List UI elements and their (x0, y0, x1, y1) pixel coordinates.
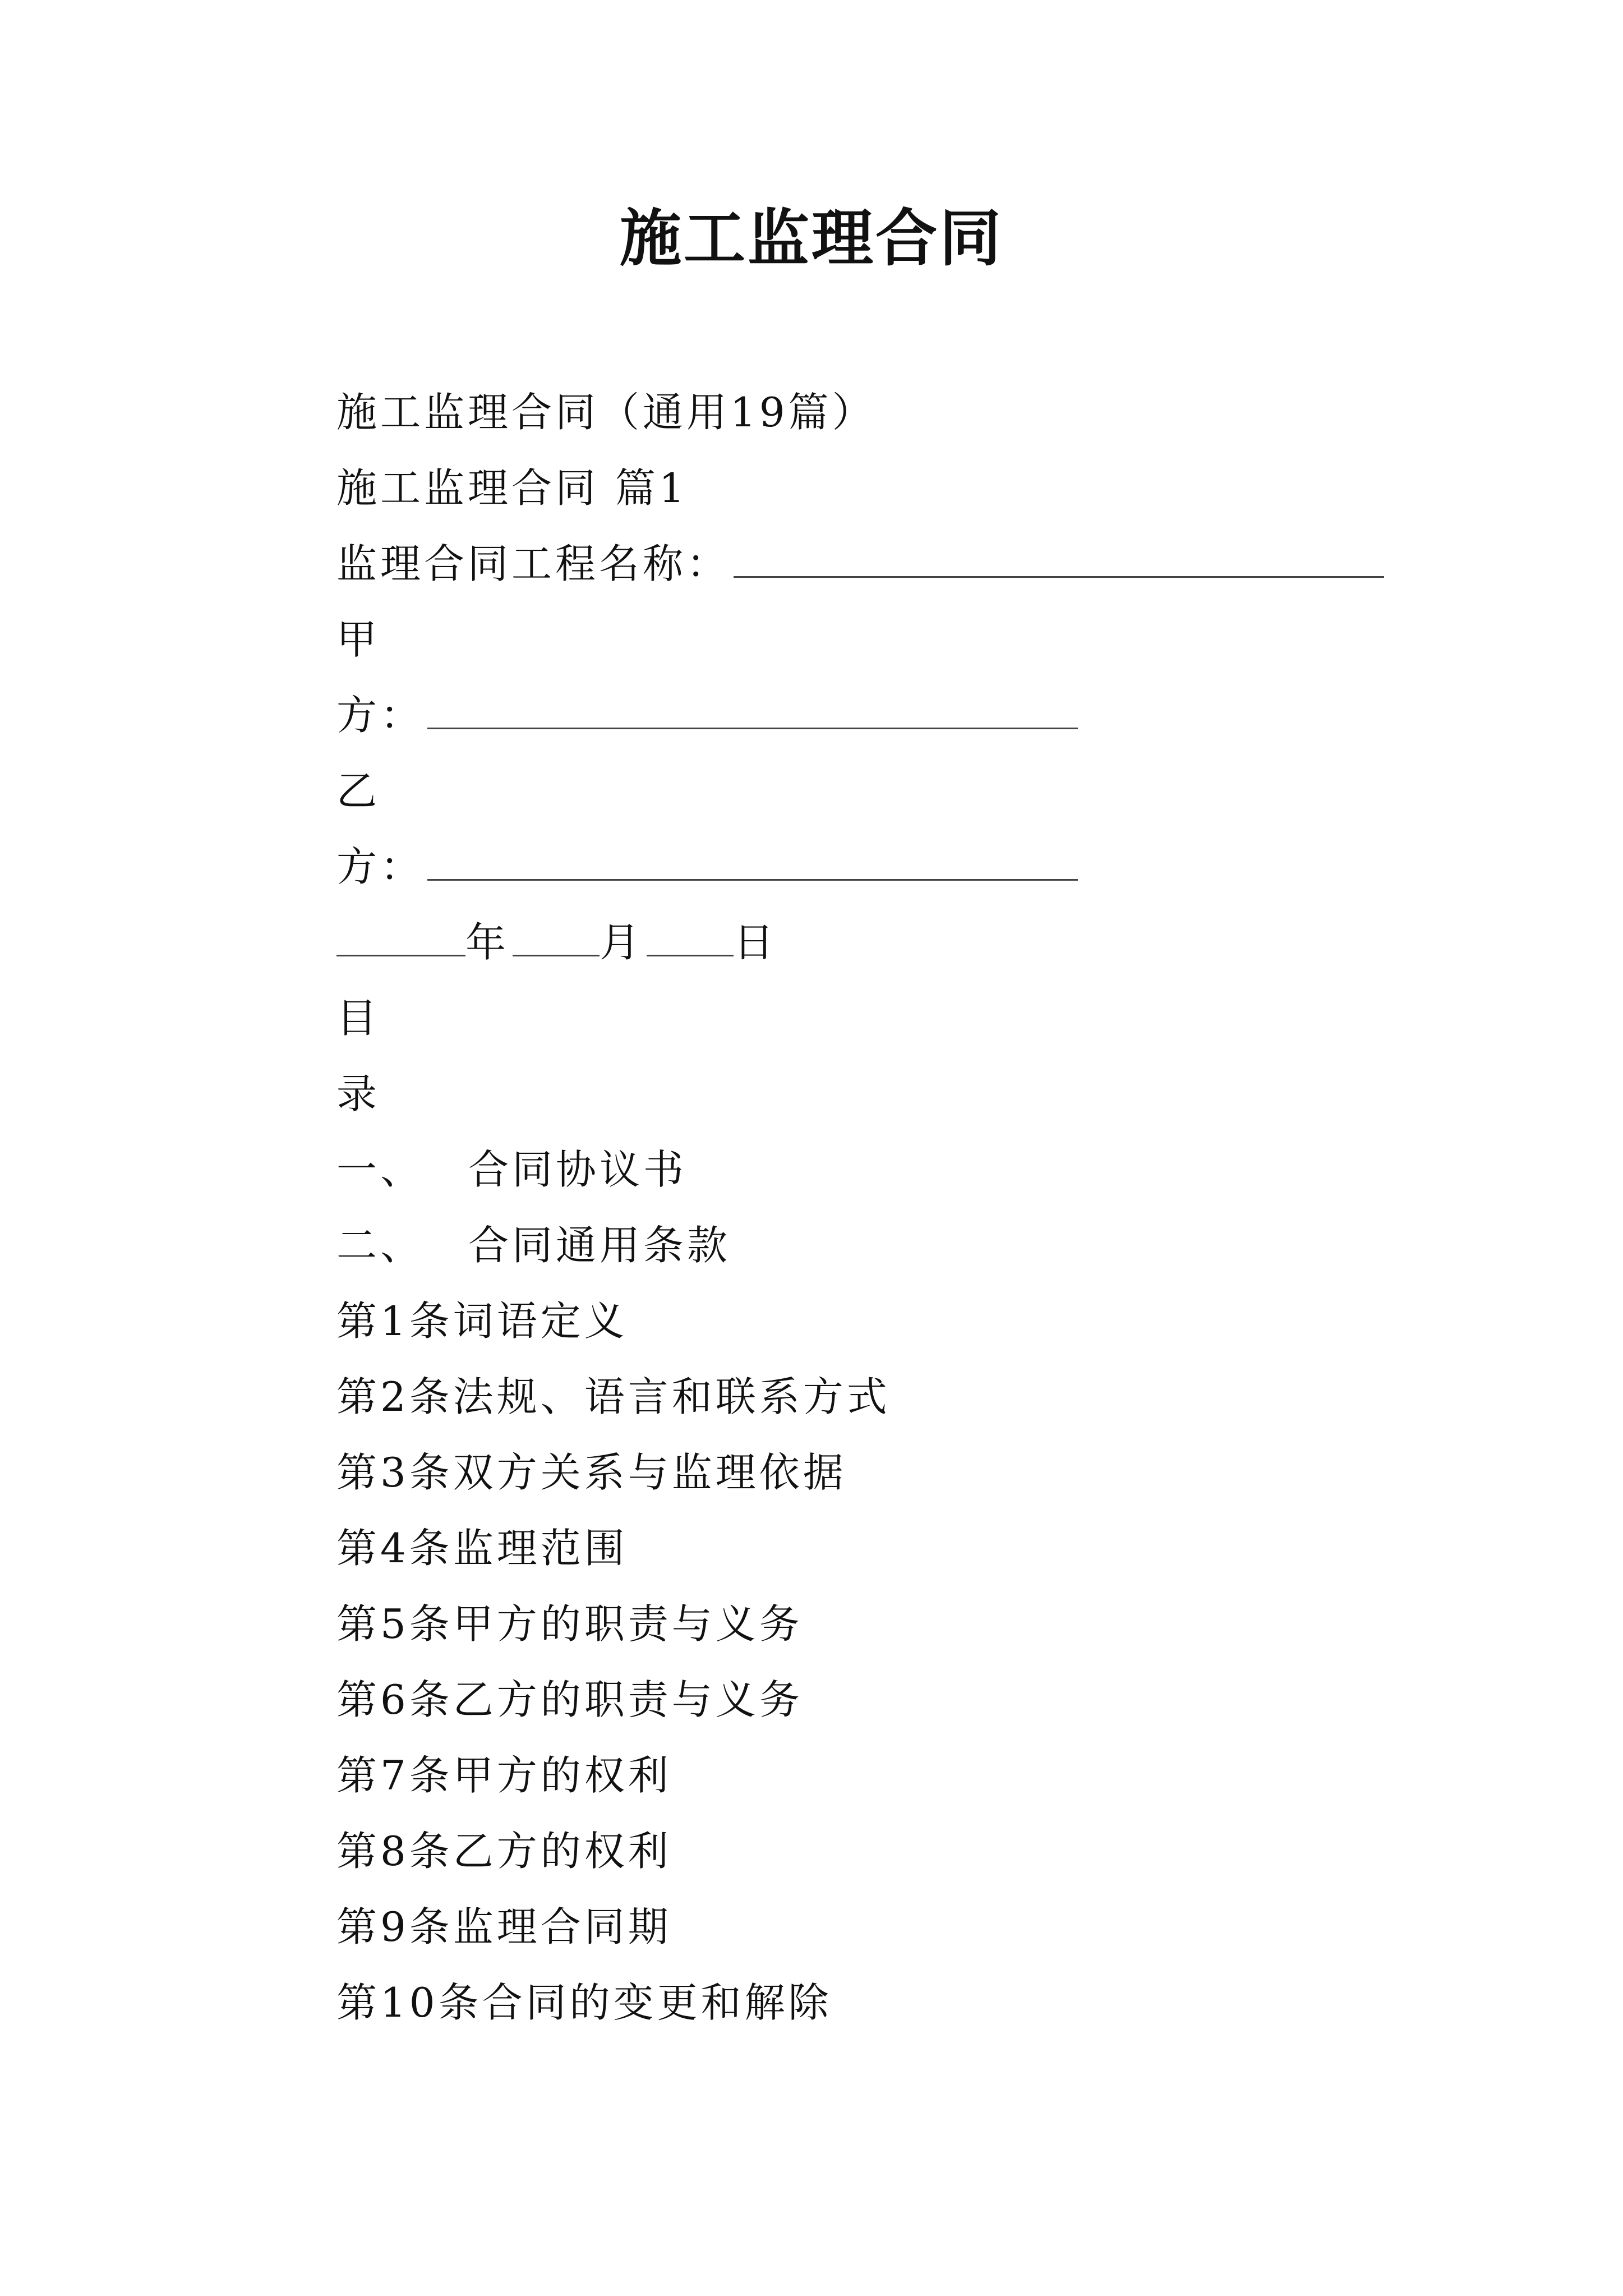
toc-heading-char-1: 目 (336, 995, 381, 1042)
toc-heading-char-2: 录 (336, 1070, 381, 1117)
toc-article-7: 第7条甲方的权利 (336, 1752, 672, 1799)
toc-article-2: 第2条法规、语言和联系方式 (336, 1373, 891, 1420)
page-title: 施工监理合同 (620, 202, 1003, 274)
toc-article-6: 第6条乙方的职责与义务 (336, 1676, 803, 1723)
toc-article-3: 第3条双方关系与监理依据 (336, 1449, 847, 1496)
toc-part-number: 一、 (336, 1146, 425, 1193)
month-label: 月 (600, 919, 644, 966)
party-a-row (336, 687, 1078, 743)
date-row (336, 914, 777, 970)
toc-article-10: 第10条合同的变更和解除 (336, 1979, 832, 2026)
toc-article-8: 第8条乙方的权利 (336, 1828, 672, 1875)
toc-part-1 (336, 1142, 687, 1198)
party-a-char: 甲 (336, 616, 381, 663)
year-label: 年 (465, 919, 510, 966)
day-blank (647, 920, 734, 956)
party-b-blank (427, 844, 1078, 881)
project-name-blank (734, 541, 1384, 578)
toc-part-label: 合同协议书 (468, 1146, 688, 1193)
party-b-char: 乙 (336, 767, 381, 815)
project-name-row (336, 536, 1384, 592)
party-a-label: 方： (336, 692, 425, 739)
section-heading: 施工监理合同 篇1 (336, 464, 688, 512)
day-label: 日 (734, 919, 778, 966)
toc-article-4: 第4条监理范围 (336, 1525, 628, 1572)
toc-part-label: 合同通用条款 (468, 1222, 731, 1269)
party-b-row (336, 839, 1078, 895)
document-subtitle: 施工监理合同（通用19篇） (336, 389, 876, 436)
toc-article-5: 第5条甲方的职责与义务 (336, 1600, 803, 1648)
party-b-label: 方： (336, 843, 425, 890)
toc-part-number: 二、 (336, 1222, 425, 1269)
party-a-blank (427, 693, 1078, 729)
toc-part-2 (336, 1217, 731, 1273)
toc-article-1: 第1条词语定义 (336, 1297, 628, 1345)
year-blank (336, 920, 465, 956)
project-name-label: 监理合同工程名称： (336, 540, 731, 587)
toc-article-9: 第9条监理合同期 (336, 1903, 672, 1950)
month-blank (513, 920, 600, 956)
